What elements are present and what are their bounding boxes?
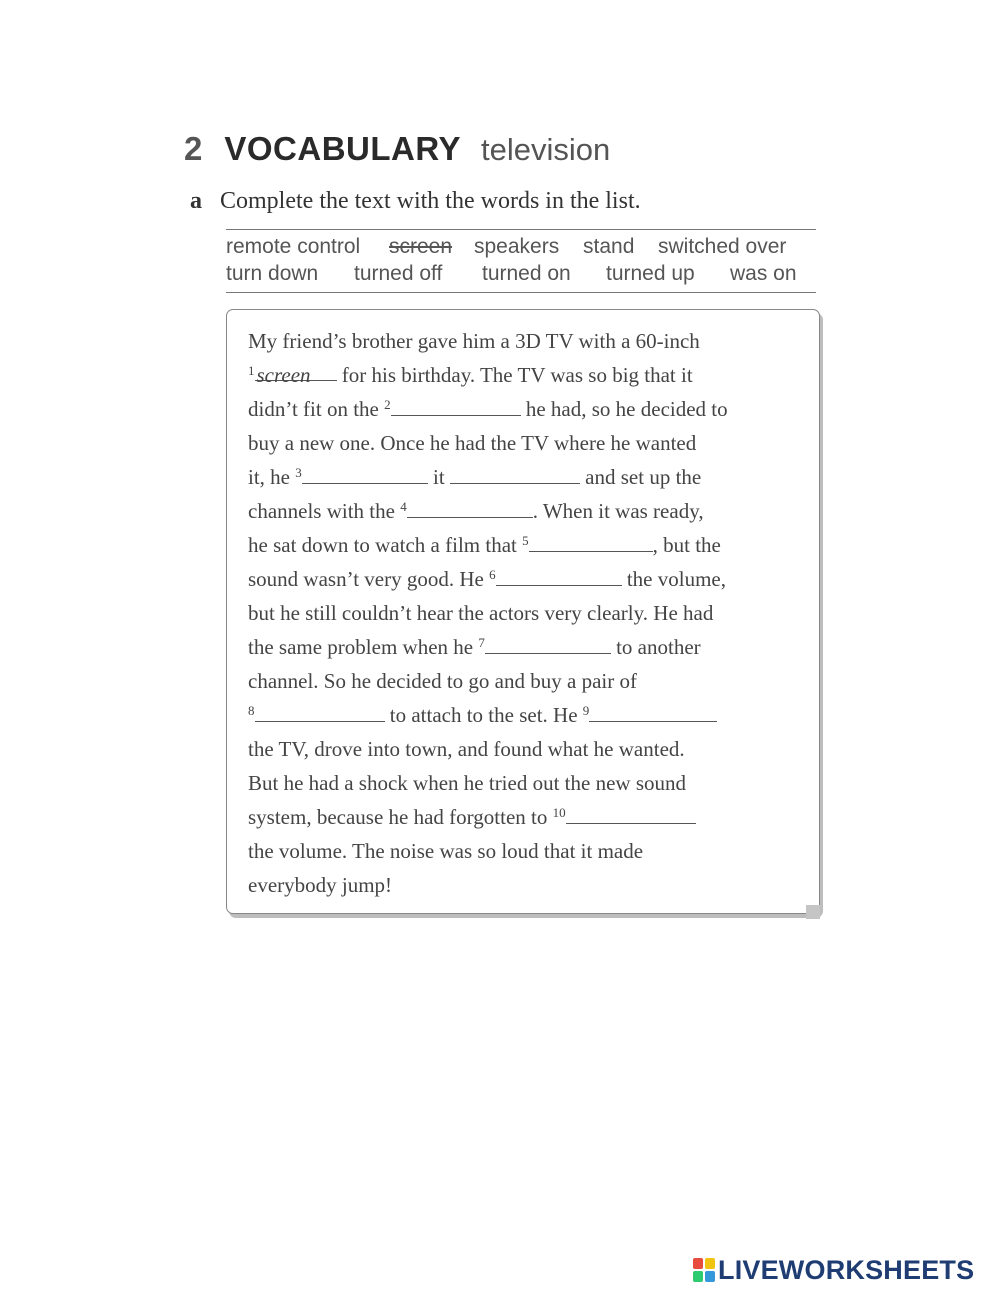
gap-2-blank[interactable]: [391, 393, 521, 416]
instruction-letter: a: [190, 188, 202, 214]
text-segment: system, because he had forgotten to: [248, 805, 548, 829]
gap-number: 8: [248, 703, 255, 718]
word-item: turned off: [354, 262, 443, 285]
text-segment: the volume. The noise was so loud that it made: [248, 839, 644, 863]
text-line: [248, 528, 728, 562]
word-item: switched over: [658, 235, 787, 258]
text-line: [248, 324, 728, 358]
word-item: was on: [730, 262, 797, 285]
gap-3-blank-b[interactable]: [450, 461, 580, 484]
text-line: [248, 596, 728, 630]
liveworksheets-logo-icon: [693, 1258, 715, 1282]
gap-number: 9: [582, 703, 590, 718]
gap-4-blank[interactable]: [407, 495, 533, 518]
text-line: [248, 766, 728, 800]
text-line: [248, 732, 728, 766]
word-item: speakers: [474, 235, 560, 258]
word-item: stand: [583, 235, 635, 258]
text-line: [248, 698, 728, 732]
text-line: [248, 358, 728, 392]
gap-number: 4: [400, 499, 407, 514]
text-segment: didn’t fit on the: [248, 397, 379, 421]
text-segment: the TV, drove into town, and found what he wanted.: [248, 737, 685, 761]
section-topic: television: [480, 132, 611, 167]
gap-number: 5: [522, 533, 529, 548]
gap-number: 6: [489, 567, 496, 582]
gap-3-blank-a[interactable]: [302, 461, 428, 484]
gap-number: 10: [552, 805, 566, 820]
gap-10-blank[interactable]: [566, 801, 696, 824]
gap-1-answer: screen: [255, 358, 337, 381]
text-line: [248, 392, 728, 426]
text-line: [248, 664, 728, 698]
footer-logo: [693, 1253, 974, 1287]
text-segment: everybody jump!: [248, 873, 393, 897]
gap-number: 7: [478, 635, 485, 650]
text-segment: . When it was ready,: [532, 499, 704, 523]
text-line: [248, 562, 728, 596]
text-segment: buy a new one. Once he had the TV where he wanted: [248, 431, 697, 455]
text-segment: My friend’s brother gave him a 3D TV with a 60-inch: [248, 329, 700, 353]
word-item: remote control: [226, 235, 361, 258]
text-segment: but he still couldn’t hear the actors very clearly. He had: [248, 601, 714, 625]
section-number: 2: [184, 130, 203, 167]
gap-7-blank[interactable]: [485, 631, 611, 654]
text-segment: to another: [616, 635, 701, 659]
word-item: turn down: [226, 262, 319, 285]
instruction-text: Complete the text with the words in the list.: [220, 188, 641, 214]
gap-8-blank[interactable]: [255, 699, 385, 722]
text-segment: he had, so he decided to: [525, 397, 728, 421]
word-item: turned on: [482, 262, 571, 285]
text-box: [226, 309, 820, 914]
text-segment: channel. So he decided to go and buy a pair of: [248, 669, 637, 693]
text-line: [248, 834, 728, 868]
box-corner-decoration: [806, 905, 820, 919]
story-text: [248, 324, 728, 902]
word-item-used: screen: [389, 235, 453, 258]
text-segment: , but the: [652, 533, 721, 557]
word-item: turned up: [606, 262, 695, 285]
gap-9-blank[interactable]: [589, 699, 717, 722]
gap-5-blank[interactable]: [529, 529, 653, 552]
text-line: [248, 460, 728, 494]
text-line: [248, 426, 728, 460]
text-segment: it, he: [248, 465, 290, 489]
text-segment: But he had a shock when he tried out the new sound: [248, 771, 686, 795]
text-segment: for his birthday. The TV was so big that it: [341, 363, 693, 387]
text-segment: he sat down to watch a film that: [248, 533, 517, 557]
text-line: [248, 630, 728, 664]
section-title: VOCABULARY: [224, 130, 461, 167]
text-line: [248, 868, 728, 902]
text-segment: sound wasn’t very good. He: [248, 567, 484, 591]
text-segment: to attach to the set. He: [389, 703, 578, 727]
exercise-heading: [184, 130, 610, 174]
word-list: [226, 229, 816, 293]
text-line: [248, 800, 728, 834]
gap-6-blank[interactable]: [496, 563, 622, 586]
text-segment: it: [433, 465, 445, 489]
instruction: [190, 188, 641, 215]
text-segment: channels with the: [248, 499, 395, 523]
text-segment: the same problem when he: [248, 635, 474, 659]
gap-number: 3: [295, 465, 302, 480]
text-segment: and set up the: [585, 465, 702, 489]
text-line: [248, 494, 728, 528]
text-segment: the volume,: [626, 567, 726, 591]
gap-number: 2: [384, 397, 391, 412]
brand-name: LIVEWORKSHEETS: [718, 1254, 975, 1285]
gap-number: 1: [248, 363, 255, 378]
